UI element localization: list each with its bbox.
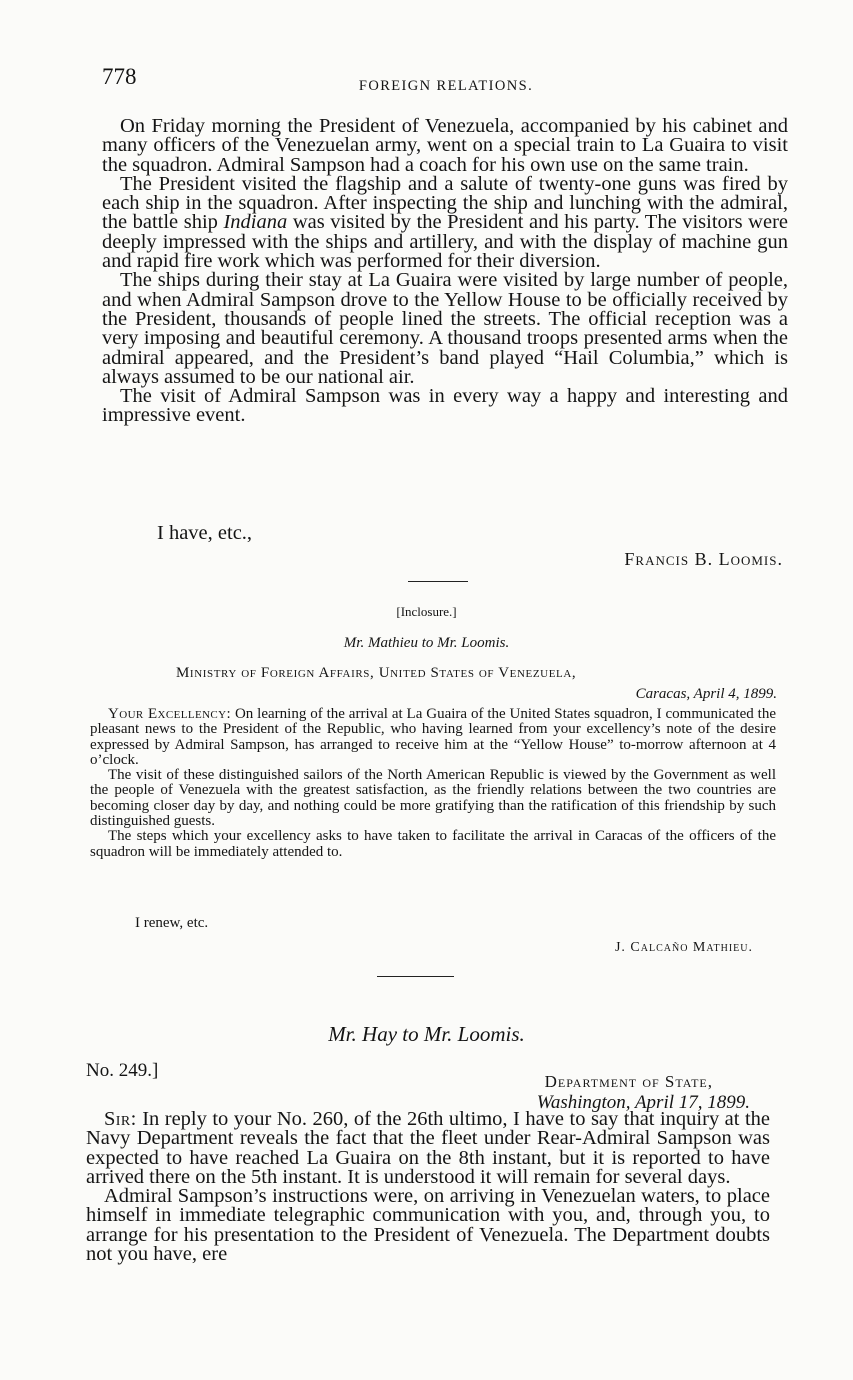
paragraph-text: The President visited the flagship and a salute of twenty-one guns was fired by each ship in the squadron. After inspecting the ship and lunching with the admiral, the battle ship (102, 172, 788, 234)
paragraph-text: was visited by the President and his party. The visitors were deeply impressed with the ships and artillery, and with the display of machine gun and rapid fire work which was performed for their diversion. (102, 211, 789, 273)
letter2-place-date: Washington, April 17, 1899. (536, 1092, 750, 1113)
running-head: FOREIGN RELATIONS. (358, 78, 534, 94)
page-number: 778 (102, 64, 137, 89)
paragraph: The visit of Admiral Sampson was in every way a happy and interesting and impressive event. (102, 385, 788, 427)
ministry-heading: Ministry of Foreign Affairs, United States of Venezuela, (176, 665, 577, 681)
page-header (102, 64, 790, 94)
letter1-body (102, 117, 788, 426)
section-divider (408, 581, 468, 582)
inclosure-place-date: Caracas, April 4, 1899. (635, 686, 777, 702)
letter2-body (86, 1110, 770, 1264)
section-divider (377, 976, 454, 977)
inclosure-signature: J. Calcaño Mathieu. (614, 940, 753, 955)
paragraph: The ships during their stay at La Guaira were visited by large number of people, and when Admiral Sampson drove to the Yellow House to be officially received by the President, thousands of people lined the streets. The official reception was a very imposing and beautiful ceremony. A thousand troops presented arms when the admiral appeared, and the President’s band played “Hail Columbia,” which is always assumed to be our national air. (102, 269, 788, 388)
paragraph (102, 172, 789, 273)
paragraph: On Friday morning the President of Venezuela, accompanied by his cabinet and many officers of the Venezuelan army, went on a special train to La Guaira to visit the squadron. Admiral Sampson had a coach for his own use on the same train. (102, 115, 788, 176)
inclosure-label: [Inclosure.] (396, 604, 457, 619)
paragraph-text: On learning of the arrival at La Guaira of the United States squadron, I communicated the pleasant news to the President of the Republic, who having learned from your excellency’s note of the desire expressed by Admiral Sampson, has arranged to receive him at the “Yellow House” to-morrow afternoon at 4 o’clock. (90, 706, 777, 768)
letter2-title: Mr. Hay to Mr. Loomis. (328, 1022, 525, 1046)
inclosure-body (90, 707, 776, 860)
paragraph: The steps which your excellency asks to have taken to facilitate the arrival in Caracas of the officers of the squadron will be immediately attended to. (90, 828, 776, 860)
letter1-closing: I have, etc., (157, 522, 253, 544)
paragraph (90, 707, 776, 768)
paragraph: The visit of these distinguished sailors of the North American Republic is viewed by the Government as well the people of Venezuela with the greatest satisfaction, as the friendly relations between the two countries are becoming closer day by day, and nothing could be more gratifying than the ratification of this friendship by such distinguished guests. (90, 767, 776, 830)
paragraph: Admiral Sampson’s instructions were, on arriving in Venezuelan waters, to place himself in immediate telegraphic communication with you, and, through you, to arrange for his presentation to the President of Venezuela. The Department doubts not you have, ere (86, 1185, 770, 1266)
letter2-number: No. 249.] (86, 1060, 159, 1081)
inclosure-closing: I renew, etc. (135, 915, 209, 931)
letter2-department: Department of State, (544, 1072, 713, 1091)
paragraph-text: In reply to your No. 260, of the 26th ultimo, I have to say that inquiry at the Navy Department reveals the fact that the fleet under Rear-Admiral Sampson was expected to have reached La Guaira on the 8th instant, but it is reported to have arrived there on the 5th instant. It is understood it will remain for several days. (86, 1108, 770, 1188)
salutation: Your Excellency: (108, 706, 232, 722)
salutation: Sir: (104, 1108, 137, 1130)
letter1-signature: Francis B. Loomis. (624, 549, 783, 569)
paragraph (86, 1110, 770, 1187)
ship-name: Indiana (223, 211, 288, 234)
inclosure-title: Mr. Mathieu to Mr. Loomis. (343, 635, 510, 651)
